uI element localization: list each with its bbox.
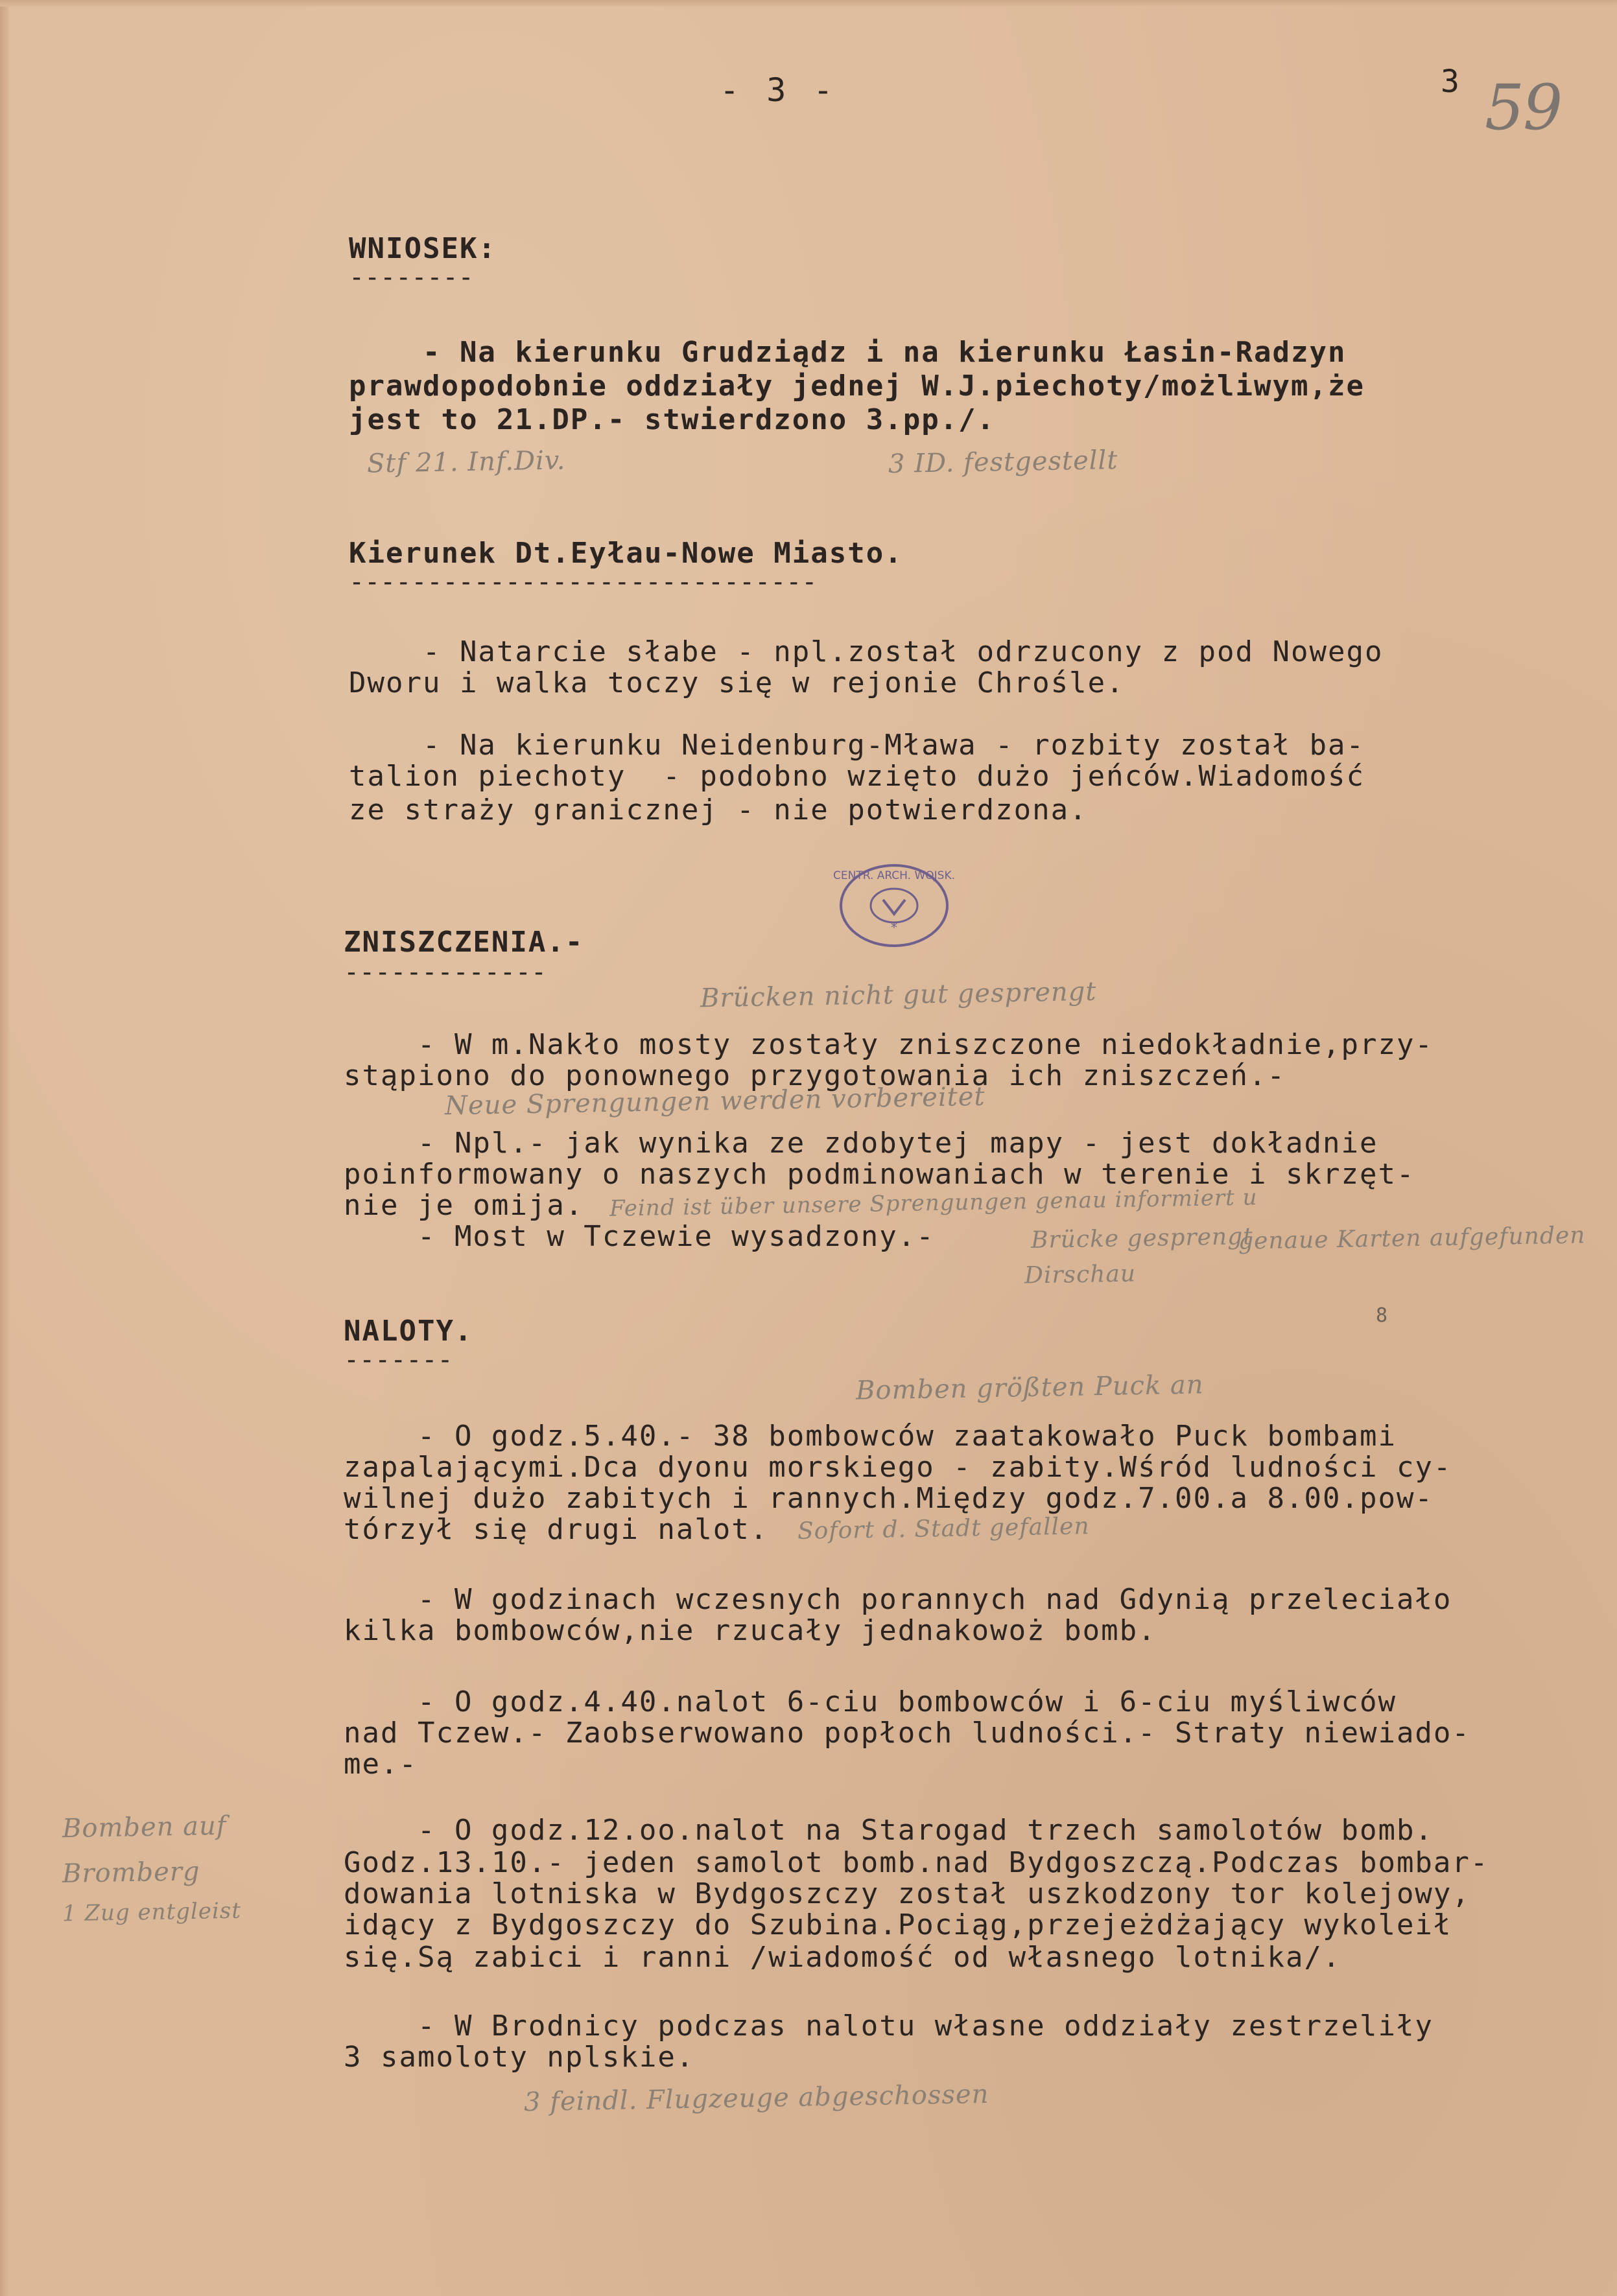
text-line: Godz.13.10.- jeden samolot bomb.nad Bydgoszczą.Podczas bombar- [344, 1846, 1489, 1879]
text-line: 3 samoloty nplskie. [344, 2041, 695, 2074]
text-line: Dworu i walka toczy się w rejonie Chrośle. [349, 666, 1125, 699]
pencil-annotation: Sofort d. Stadt gefallen [797, 1513, 1090, 1545]
archive-stamp [832, 857, 956, 954]
paper-edge-top [0, 0, 1617, 6]
text-line: talion piechoty - podobno wzięto dużo jeńców.Wiadomość [349, 760, 1365, 793]
page-number: - 3 - [720, 71, 837, 109]
text-line: poinformowany o naszych podminowaniach w terenie i skrzęt- [344, 1158, 1415, 1191]
text-line: - W m.Nakło mosty zostały zniszczone niedokładnie,przy- [344, 1028, 1434, 1061]
text-line: zapalającymi.Dca dyonu morskiego - zabity.Wśród ludności cy- [344, 1451, 1452, 1484]
text-line: jest to 21.DP.- stwierdzono 3.pp./. [349, 403, 996, 436]
text-line: - Na kierunku Neidenburg-Mława - rozbity został ba- [349, 729, 1365, 762]
archive-number-handwritten: 59 [1485, 71, 1562, 144]
pencil-annotation: Brücken nicht gut gesprengt [700, 976, 1097, 1014]
text-line: prawdopodobnie oddziały jednej W.J.piechoty/możliwym,że [349, 369, 1365, 403]
text-line: - Most w Tczewie wysadzony.- [344, 1220, 935, 1253]
text-line: - Natarcie słabe - npl.został odrzucony z pod Nowego [349, 635, 1384, 668]
sheet-number: 3 [1441, 64, 1459, 100]
pencil-annotation: Stf 21. Inf.Div. [366, 445, 566, 479]
section-heading-wniosek: WNIOSEK: [349, 232, 497, 265]
text-line: dowania lotniska w Bydgoszczy został uszkodzony tor kolejowy, [344, 1877, 1470, 1910]
text-line: - Na kierunku Grudziądz i na kierunku Łasin-Radzyn [349, 336, 1347, 369]
text-line: - W Brodnicy podczas nalotu własne oddziały zestrzeliły [344, 2009, 1434, 2043]
pencil-annotation: 3 feindl. Flugzeuge abgeschossen [523, 2079, 989, 2118]
text-line: me.- [344, 1748, 418, 1781]
text-line: nad Tczew.- Zaobserwowano popłoch ludności.- Straty niewiado- [344, 1716, 1470, 1750]
margin-pencil-annotation: 1 Zug entgleist [62, 1897, 242, 1927]
text-line: - O godz.5.40.- 38 bombowców zaatakowało Puck bombami [344, 1420, 1397, 1453]
pencil-annotation: Dirschau [1024, 1260, 1137, 1289]
ink-mark: 8 [1376, 1304, 1388, 1327]
section-rule: ------- [344, 1345, 453, 1375]
section-rule: -------- [349, 263, 474, 292]
text-line: - Npl.- jak wynika ze zdobytej mapy - jest dokładnie [344, 1127, 1378, 1160]
margin-pencil-annotation: Bromberg [62, 1857, 200, 1889]
text-line: - O godz.12.oo.nalot na Starogad trzech samolotów bomb. [344, 1814, 1434, 1847]
section-rule: ------------- [344, 957, 547, 987]
text-line: się.Są zabici i ranni /wiadomość od własnego lotnika/. [344, 1941, 1341, 1974]
pencil-annotation: Neue Sprengungen werden vorbereitet [444, 1081, 986, 1121]
text-line: ze straży granicznej - nie potwierdzona. [349, 793, 1088, 826]
paper-edge-left [0, 0, 9, 2296]
section-heading-naloty: NALOTY. [344, 1315, 473, 1348]
text-line: nie je omija. [344, 1189, 584, 1222]
text-line: - W godzinach wczesnych porannych nad Gdynią przeleciało [344, 1583, 1452, 1616]
text-line: - O godz.4.40.nalot 6-ciu bombowców i 6-ciu myśliwców [344, 1685, 1397, 1718]
pencil-annotation: Feind ist über unsere Sprengungen genau informiert u [609, 1184, 1258, 1222]
section-heading-zniszczenia: ZNISZCZENIA.- [344, 926, 584, 959]
text-line: kilka bombowców,nie rzucały jednakowoż bomb. [344, 1614, 1157, 1647]
text-line: tórzył się drugi nalot. [344, 1513, 769, 1546]
pencil-annotation: 3 ID. festgestellt [888, 445, 1118, 480]
pencil-annotation: genaue Karten aufgefunden [1238, 1222, 1586, 1255]
stamp-text: CENTR. ARCH. WOJSK. [832, 869, 956, 882]
section-rule: ------------------------------ [349, 567, 818, 597]
pencil-annotation: Brücke gesprengt [1030, 1223, 1253, 1254]
svg-text:*: * [891, 920, 897, 935]
text-line: stąpiono do ponownego przygotowania ich zniszczeń.- [344, 1059, 1286, 1092]
section-heading-kierunek: Kierunek Dt.Eyłau-Nowe Miasto. [349, 537, 903, 570]
text-line: idący z Bydgoszczy do Szubina.Pociąg,przejeżdżający wykoleił [344, 1908, 1452, 1941]
margin-pencil-annotation: Bomben auf [62, 1810, 227, 1844]
pencil-annotation: Bomben größten Puck an [855, 1370, 1204, 1406]
text-line: wilnej dużo zabitych i rannych.Między godz.7.00.a 8.00.pow- [344, 1482, 1434, 1515]
